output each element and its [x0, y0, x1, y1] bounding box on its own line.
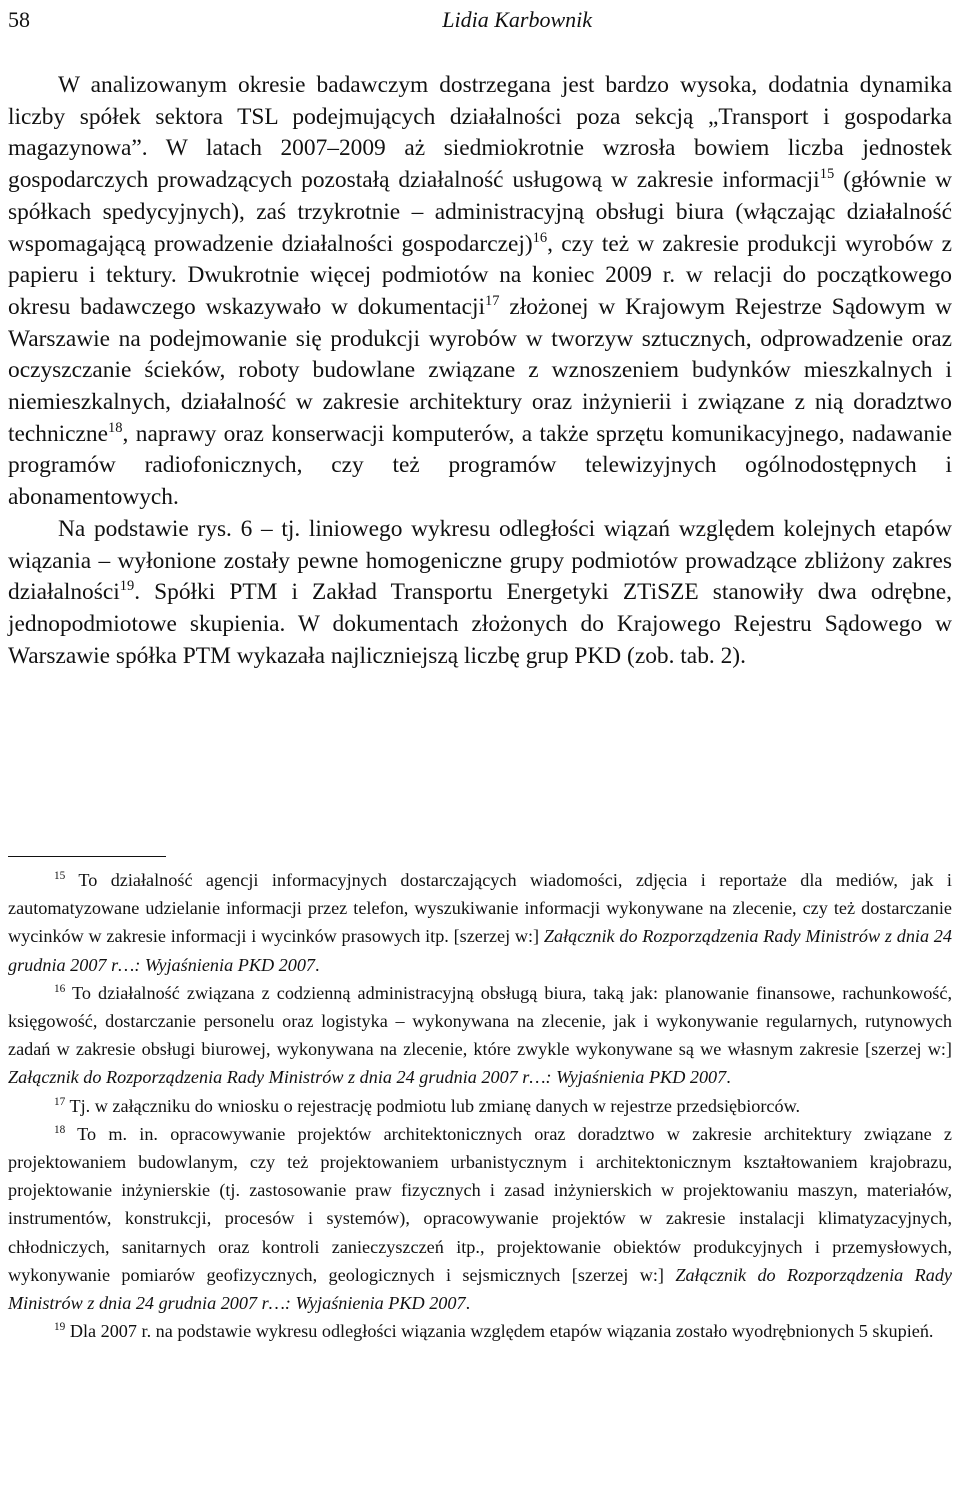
main-text — [8, 70, 952, 672]
page-number: 58 — [8, 7, 30, 32]
footnote-text: Tj. w załączniku do wniosku o rejestrację podmiotu lub zmianę danych w rejestrze przedsiębiorców. — [65, 1095, 801, 1116]
footnote-17 — [8, 1092, 952, 1120]
footnote-text: To działalność związana z codzienną administracyjną obsługą biura, taką jak: planowanie finansowe, rachunkowość, księgowość, dostarczanie personelu oraz logistyka – wykonywana na zlecenie, jak i wykonywanie regularnych, rutynowych zadań w zakresie obsługi biurowej, wykonywana na zlecenie, które zwykle wykonywane są we własnym zakresie [szerzej w:] — [8, 982, 952, 1060]
paragraph-text: W analizowanym okresie badawczym dostrzegana jest bardzo wysoka, dodatnia dynamika liczby spółek sektora TSL podejmujących działalności poza sekcją „Transport i gospodarka magazynowa”. W latach 2007–2009 aż siedmiokrotnie wzrosła bowiem liczba jednostek gospodarczych prowadzących pozostałą działalność usługową w zakresie informacji — [8, 72, 952, 194]
footnote-tail: . — [465, 1293, 471, 1314]
running-header — [8, 2, 952, 38]
footnote-tail: . — [726, 1067, 731, 1088]
footnote-tail: . — [315, 954, 320, 975]
footnote-ref-19[interactable]: 19 — [119, 578, 135, 595]
footnote-ref-18[interactable]: 18 — [108, 419, 123, 436]
paragraph-text: , naprawy oraz konserwacji komputerów, a także sprzętu komunikacyjnego, nadawanie programów radiofonicznych, czy też programów telewizyjnych ogólnodostępnych i abonamentowych. — [8, 420, 952, 511]
footnote-16 — [8, 979, 952, 1092]
footnote-citation: Załącznik do Rozporządzenia Rady Ministrów z dnia 24 grudnia 2007 r…: Wyjaśnienia PKD 2007 — [8, 926, 952, 975]
paragraph-text: , czy też w zakresie produkcji wyrobów z papieru i tektury. Dwukrotnie więcej podmiotów na koniec 2009 r. w relacji do początkowego okresu badawczego wskazywało w dokumentacji — [8, 230, 953, 320]
footnote-number: 18 — [54, 1123, 66, 1136]
footnote-ref-17[interactable]: 17 — [485, 293, 500, 310]
paragraph-text: (głównie w spółkach spedycyjnych), zaś trzykrotnie – administracyjną obsługi biura (włączając działalność wspomagającą prowadzenie działalności gospodarczej) — [8, 167, 952, 257]
paragraph-text: złożonej w Krajowym Rejestrze Sądowym w Warszawie na podejmowanie się produkcji wyrobów w tworzyw sztucznych, odprowadzenie oraz oczyszczanie ścieków, roboty budowlane związane z wznoszeniem budynków mieszkalnych i niemieszkalnych, działalność w zakresie architektury oraz inżynierii i związane z nią doradztwo techniczne — [8, 293, 953, 447]
footnotes — [8, 866, 952, 1345]
running-author: Lidia Karbownik — [442, 7, 592, 32]
paragraph-text: . Spółki PTM i Zakład Transportu Energetyki ZTiSZE stanowiły dwa odrębne, jednopodmiotowe skupienia. W dokumentach złożonych do Krajowego Rejestru Sądowego w Warszawie spółka PTM wykazała najliczniejszą liczbę grup PKD (zob. tab. 2). — [8, 579, 952, 669]
footnote-text: To działalność agencji informacyjnych dostarczających wiadomości, zdjęcia i reportaże dla mediów, jak i zautomatyzowane udzielanie informacji przez telefon, wyszukiwanie informacji wykonywane na zlecenie, czy też dostarczanie wycinków w zakresie informacji i wycinków prasowych itp. [szerzej w:] — [8, 870, 952, 947]
footnote-citation: Załącznik do Rozporządzenia Rady Ministrów z dnia 24 grudnia 2007 r…: Wyjaśnienia PKD 2007 — [8, 1264, 952, 1314]
footnote-text: To m. in. opracowywanie projektów architektonicznych oraz doradztwo w zakresie architektury związane z projektowaniem budowlanym, czy też projektowaniem urbanistycznym i architektonicznym kształtowaniem krajobrazu, projektowanie inżynierskie (tj. zastosowanie praw fizycznych i zasad inżynierskich w projektowaniu maszyn, materiałów, instrumentów, konstrukcji, procesów i systemów), opracowywanie projektów w zakresie instalacji klimatyzacyjnych, chłodniczych, sanitarnych oraz kontroli zanieczyszczeń itp., projektowanie obiektów produkcyjnych i przemysłowych, wykonywanie pomiarów geofizycznych, geologicznych i sejsmicznych [szerzej w:] — [8, 1123, 952, 1285]
footnote-15 — [8, 866, 952, 979]
footnote-text: Dla 2007 r. na podstawie wykresu odległości wiązania względem etapów wiązania zostało wyodrębnionych 5 skupień. — [65, 1321, 934, 1342]
footnote-19 — [8, 1317, 952, 1345]
footnote-ref-15[interactable]: 15 — [819, 166, 835, 183]
paragraph-1 — [8, 70, 952, 514]
paragraph-text: Na podstawie rys. 6 – tj. liniowego wykresu odległości wiązań względem kolejnych etapów wiązania – wyłonione zostały pewne homogeniczne grupy podmiotów prowadzące zbliżony zakres działalności — [8, 515, 952, 606]
footnote-number: 17 — [54, 1095, 66, 1108]
footnote-number: 16 — [54, 982, 66, 995]
footnote-ref-16[interactable]: 16 — [532, 229, 548, 246]
paragraph-2 — [8, 514, 952, 673]
footnote-separator — [8, 856, 166, 857]
footnote-number: 19 — [54, 1321, 66, 1334]
footnote-number: 15 — [54, 869, 66, 882]
footnote-citation: Załącznik do Rozporządzenia Rady Ministrów z dnia 24 grudnia 2007 r…: Wyjaśnienia PKD 2007 — [8, 1067, 727, 1088]
footnote-18 — [8, 1120, 952, 1317]
